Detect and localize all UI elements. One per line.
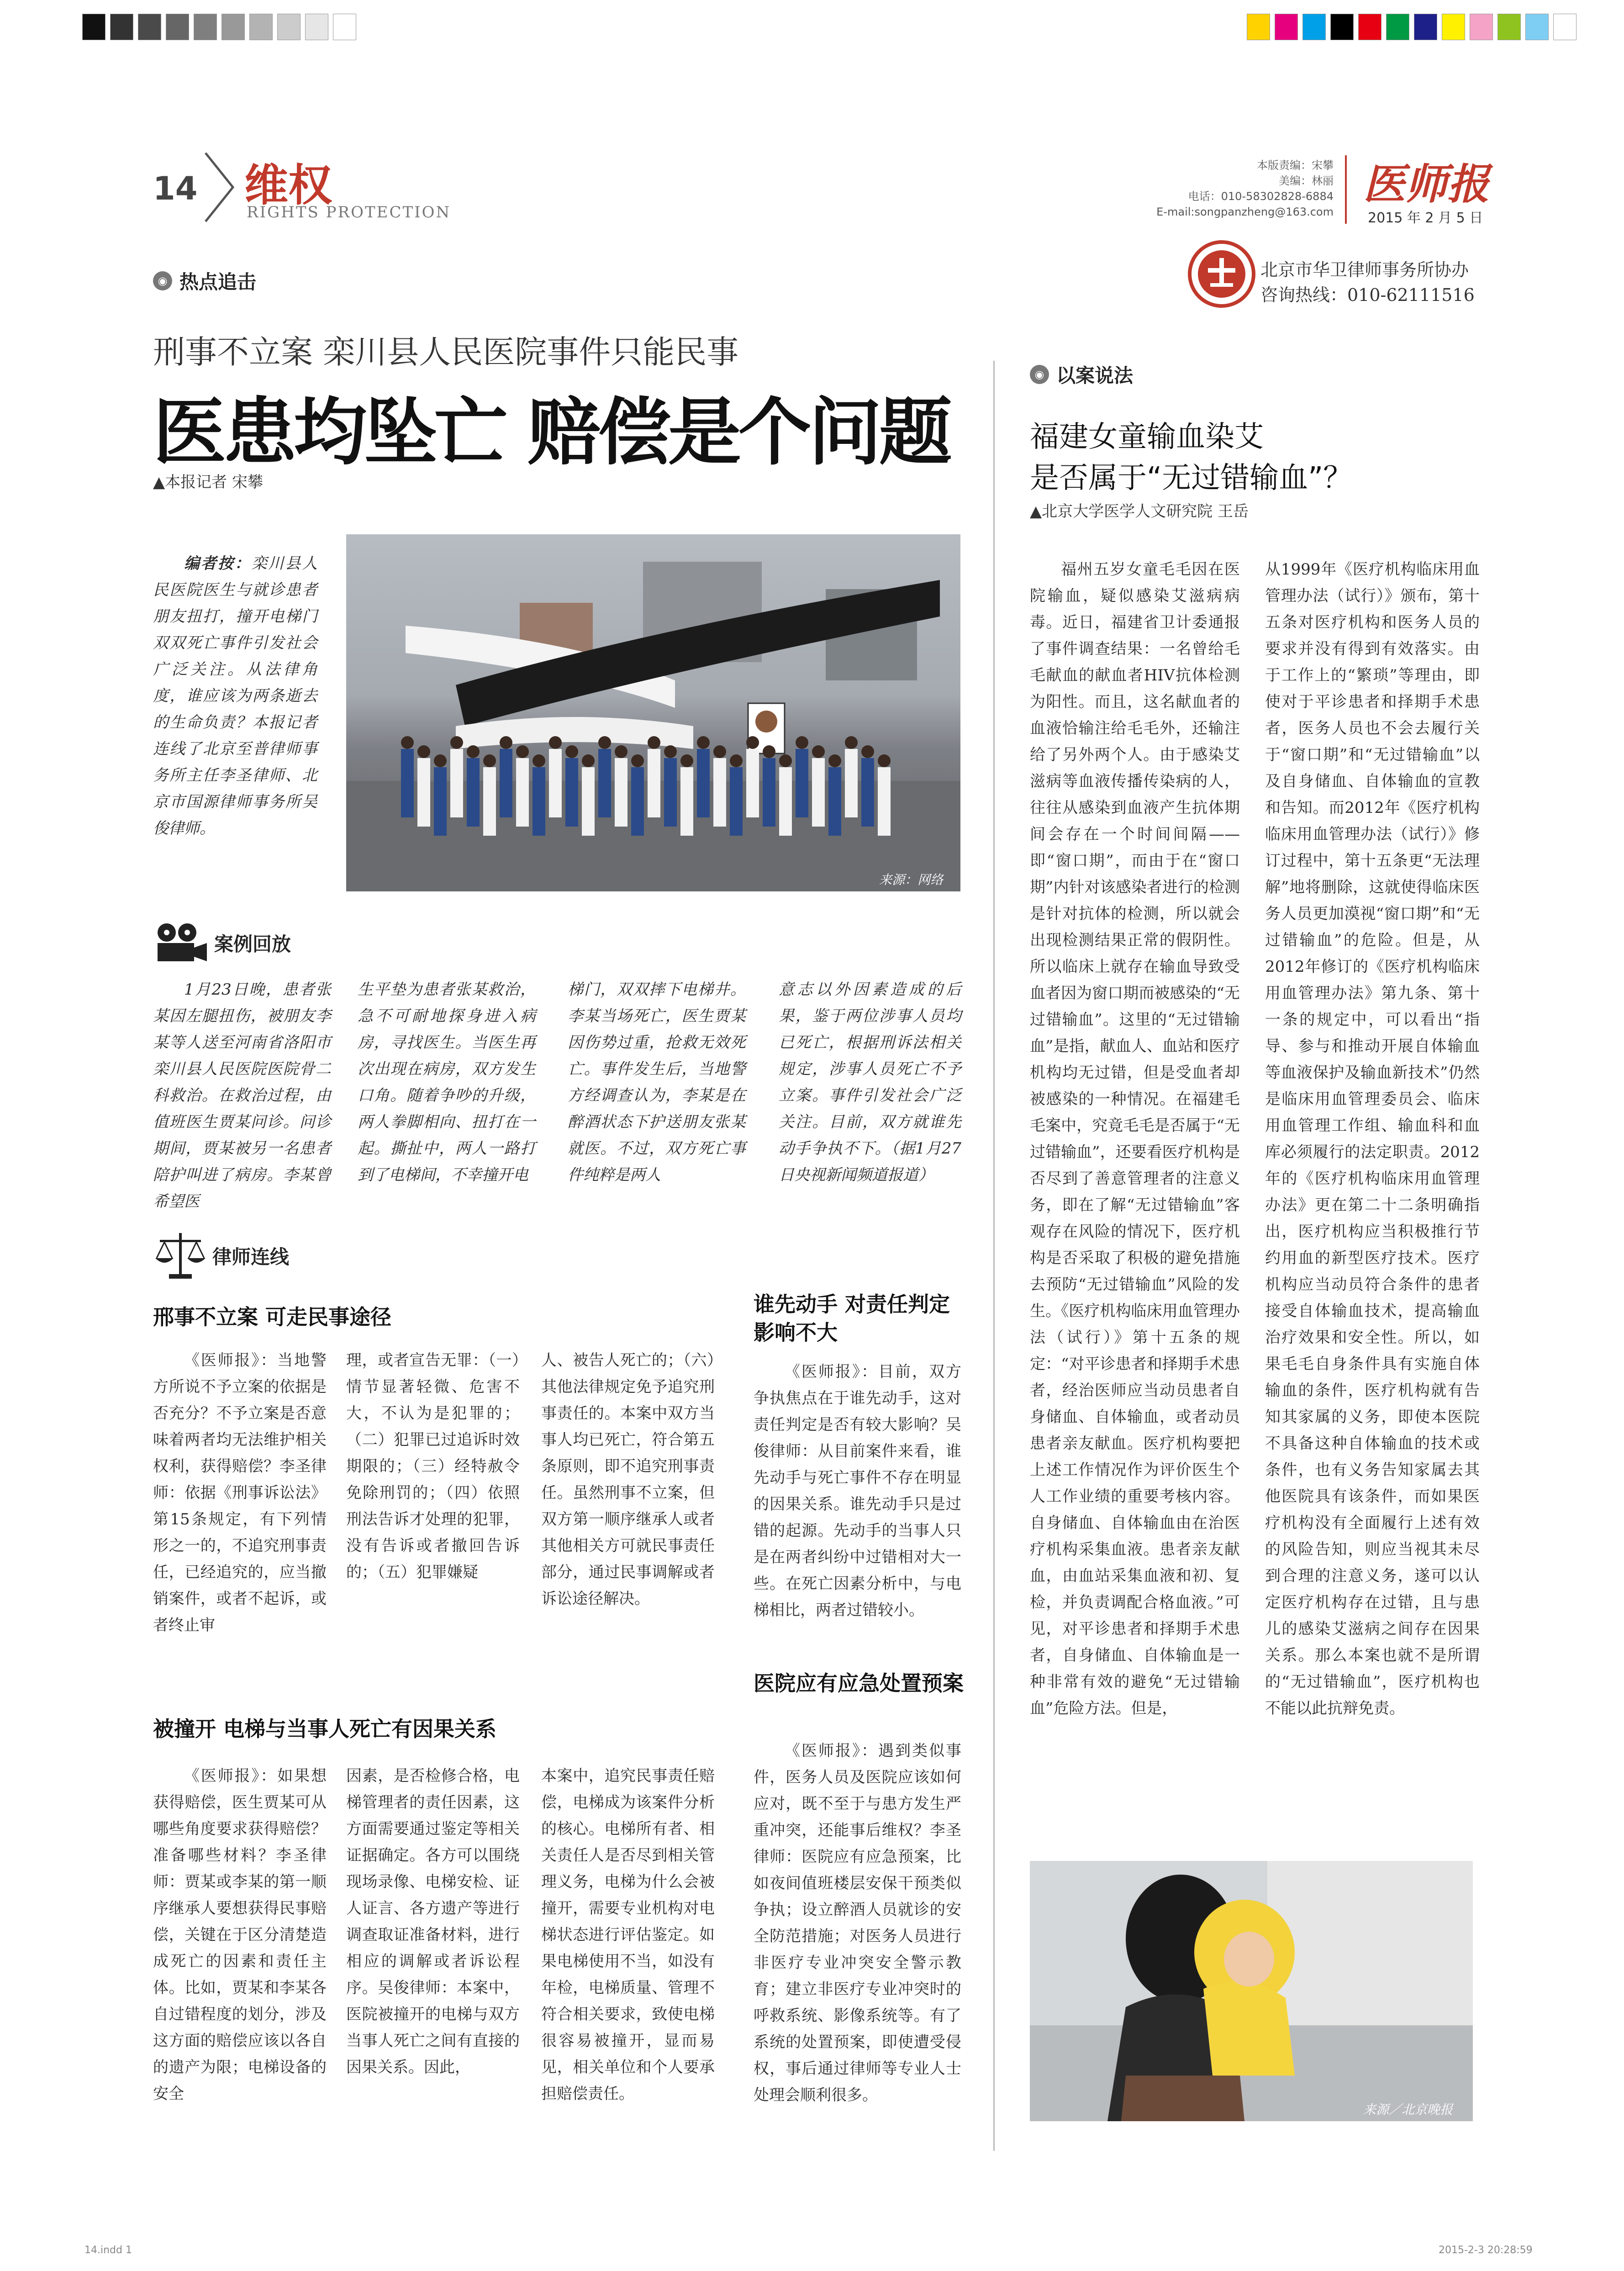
- color-swatch: [1275, 14, 1298, 40]
- gray-swatch: [221, 14, 245, 40]
- footer-timestamp: 2015-2-3 20:28:59: [1439, 2245, 1533, 2256]
- right-headline-line2: 是否属于“无过错输血”？: [1030, 461, 1353, 495]
- editor-line: E-mail:songpanzheng@163.com: [1156, 205, 1334, 218]
- case-col-4: 意志以外因素造成的后果，鉴于两位涉事人员均已死亡，根据刑诉法相关规定，涉事人员死亡不予立案。事件引发社会广泛关注。目前，双方就谁先动手争执不下。（据1月27日央视新闻频道报道）: [779, 980, 961, 1184]
- gray-registration-strip: [82, 14, 361, 39]
- sub3-col-2: 因素，是否检修合格，电梯管理者的责任因素，这方面需要通过鉴定等相关证据确定。各方可以围绕现场录像、电梯安检、证人证言、各方遗产等进行调查取证准备材料，进行相应的调解或者诉讼程序。吴俊律师：本案中，医院被撞开的电梯与双方当事人死亡之间有直接的因果关系。因此，: [346, 1767, 520, 2076]
- editor-line: 美编：林丽: [1279, 174, 1334, 187]
- right-col-1: 福州五岁女童毛毛因在医院输血，疑似感染艾滋病病毒。近日，福建省卫计委通报了事件调查结果：一名曾给毛毛献血的献血者HIV抗体检测为阳性。而且，这名献血者的血液恰输注给毛毛外，还输注给了另外两个人。由于感染艾滋病等血液传播传染病的人，往往从感染到血液产生抗体期间会存在一个时间间隔——即“窗口期”，而由于在“窗口期”内针对该感染者进行的检测是针对抗体的检测，所以就会出现检测结果正常的假阴性。所以临床上就存在输血导致受血者因为窗口期而被感染的“无过错输血”。这里的“无过错输血”是指，献血人、血站和医疗机构均无过错，但是受血者却被感染的一种情况。在福建毛毛案中，究竟毛毛是否属于“无过错输血”，还要看医疗机构是否尽到了善意管理者的注意义务，即在了解“无过错输血”客观存在风险的情况下，医疗机构是否采取了积极的避免措施去预防“无过错输血”风险的发生。《医疗机构临床用血管理办法（试行）》第十五条的规定：“对平诊患者和择期手术患者，经治医师应当动员患者自身储血、自体输血，或者动员患者亲友献血。医疗机构要把上述工作情况作为评价医生个人工作业绩的重要考核内容。自身储血、自体输血由在治医疗机构采集血液。患者亲友献血，由血站采集血液和初、复检，并负责调配合格血液。”可见，对平诊患者和择期手术患者，自身储血、自体输血是一种非常有效的避免“无过错输血”危险方法。但是，: [1030, 560, 1240, 1718]
- tag-hot-topic: [153, 267, 256, 295]
- page-number: 14: [153, 170, 198, 207]
- tag-label: 以案说法: [1056, 364, 1134, 387]
- gray-swatch: [305, 14, 328, 40]
- color-swatch: [1553, 14, 1577, 40]
- sub1-col-3: 人、被告人死亡的；（六）其他法律规定免予追究刑事责任的。本案中双方当事人均已死亡，符合第五条原则，即不追究刑事责任。虽然刑事不立案，但双方第一顺序继承人或者其他相关方可就民事责任部分，通过民事调解或者诉讼途径解决。: [541, 1351, 715, 1608]
- tag-label: 律师连线: [212, 1246, 290, 1268]
- color-swatch: [1497, 14, 1521, 40]
- tag-case-law: [1030, 361, 1133, 388]
- color-swatch: [1302, 14, 1326, 40]
- crowd-figures: [346, 534, 960, 891]
- tag-label: 案例回放: [214, 933, 291, 955]
- editor-note-label: 编者按：: [184, 554, 252, 573]
- sub2-text: 《医师报》：目前，双方争执焦点在于谁先动手，这对责任判定是否有较大影响？吴俊律师：从目前案件来看，谁先动手与死亡事件不存在明显的因果关系。谁先动手只是过错的起源。先动手的当事人只是在两者纠纷中过错相对大一些。在死亡因素分析中，与电梯相比，两者过错较小。: [754, 1363, 961, 1619]
- color-swatch: [1470, 14, 1493, 40]
- photo-credit: 来源：网络: [879, 872, 944, 887]
- subhead-who-first: 谁先动手 对责任判定影响不大: [754, 1292, 950, 1345]
- color-swatch: [1525, 14, 1549, 40]
- sub3-col-3: 本案中，追究民事责任赔偿，电梯成为该案件分析的核心。电梯所有者、相关责任人是否尽到相关管理义务，电梯为什么会被撞开，需要专业机构对电梯状态进行评估鉴定。如果电梯使用不当，如没有年检，电梯质量、管理不符合相关要求，致使电梯很容易被撞开，显而易见，相关单位和个人要承担赔偿责任。: [541, 1767, 715, 2103]
- chevron-right-icon: [201, 151, 237, 224]
- mother-child-image: [1030, 1861, 1473, 2121]
- right-col-2: 从1999年《医疗机构临床用血管理办法（试行）》颁布，第十五条对医疗机构和医务人员的要求并没有得到有效落实。由于工作上的“繁琐”等理由，即使对于平诊患者和择期手术患者，医务人员也不会去履行关于“窗口期”和“无过错输血”以及自身储血、自体输血的宣教和告知。而2012年《医疗机构临床用血管理办法（试行）》修订过程中，第十五条更“无法理解”地将删除，这就使得临床医务人员更加漠视“窗口期”和“无过错输血”的危险。但是，从2012年修订的《医疗机构临床用血管理办法》第九条、第十一条的规定中，可以看出“指导、参与和推动开展自体输血等血液保护及输血新技术”仍然是临床用血管理委员会、临床用血管理工作组、输血科和血库必须履行的法定职责。2012年的《医疗机构临床用血管理办法》更在第二十二条明确指出，医疗机构应当积极推行节约用血的新型医疗技术。医疗机构应当动员符合条件的患者接受自体输血技术，提高输血治疗效果和安全性。所以，如果毛毛自身条件具有实施自体输血的条件，医疗机构就有告知其家属的义务，即使本医院不具备这种自体输血的技术或条件，也有义务告知家属去其他医院具有该条件，而如果医疗机构没有全面履行上述有效的风险告知，则应当视其未尽到合理的注意义务，遂可以认定医疗机构存在过错，且与患儿的感染艾滋病之间存在因果关系。那么本案也就不是所谓的“无过错输血”，医疗机构也不能以此抗辩免责。: [1265, 560, 1480, 1718]
- editor-note: [153, 550, 317, 842]
- right-headline-line1: 福建女童输血染艾: [1030, 420, 1264, 454]
- tag-case-review: [153, 922, 291, 964]
- color-swatch: [1330, 14, 1354, 40]
- bullet-icon: ◉: [153, 271, 172, 290]
- tag-lawyer-line: [153, 1231, 289, 1281]
- color-swatch: [1414, 14, 1437, 40]
- law-firm-logo-icon: [1187, 240, 1256, 308]
- gray-swatch: [249, 14, 273, 40]
- footer-file: 14.indd 1: [84, 2245, 132, 2256]
- case-col-2: 生平垫为患者张某救治，急不可耐地探身进入病房，寻找医生。当医生再次出现在病房，双方发生口角。随着争吵的升级，两人拳脚相向、扭打在一起。撕扯中，两人一路打到了电梯间，不幸撞开电: [358, 980, 536, 1184]
- subhead-emergency-plan: 医院应有应急处置预案: [754, 1671, 964, 1696]
- header-divider: [1345, 155, 1347, 224]
- color-swatch: [1247, 14, 1270, 40]
- main-headline: 医患均坠亡 赔偿是个问题: [153, 390, 949, 475]
- scales-of-justice-icon: [153, 1231, 208, 1281]
- gray-swatch: [277, 14, 301, 40]
- color-swatch: [1442, 14, 1465, 40]
- gray-swatch: [194, 14, 217, 40]
- photo-credit: 来源／北京晚报: [1363, 2102, 1453, 2117]
- issue-date: 2015 年 2 月 5 日: [1368, 210, 1483, 226]
- protest-photo: [346, 534, 960, 891]
- section-title: 维权: [244, 160, 332, 211]
- column-divider: [993, 361, 995, 2151]
- subhead-elevator-causation: 被撞开 电梯与当事人死亡有因果关系: [153, 1717, 497, 1741]
- sub1-col-1: 《医师报》：当地警方所说不予立案的依据是否充分？不予立案是否意味着两者均无法维护相关权利，获得赔偿？李圣律师：依据《刑事诉讼法》第15条规定，有下列情形之一的，不追究刑事责任，已经追究的，应当撤销案件，或者不起诉，或者终止审: [153, 1351, 327, 1634]
- gray-swatch: [110, 14, 133, 40]
- sub4-text: 《医师报》：遇到类似事件，医务人员及医院应该如何应对，既不至于与患方发生严重冲突，还能事后维权？李圣律师：医院应有应急预案，比如夜间值班楼层安保干预类似争执；设立醉酒人员就诊的安全防范措施；对医务人员进行非医疗专业冲突安全警示教育；建立非医疗专业冲突时的呼救系统、影像系统等。有了系统的处置预案，即使遭受侵权，事后通过律师等专业人士处理会顺利很多。: [754, 1742, 961, 2104]
- editor-line: 电话：010-58302828-6884: [1188, 190, 1334, 203]
- editor-note-text: 栾川县人民医院医生与就诊患者朋友扭打，撞开电梯门双双死亡事件引发社会广泛关注。从法律角度，谁应该为两条逝去的生命负责？本报记者连线了北京至普律师事务所主任李圣律师、北京市国源律师事务所吴俊律师。: [153, 554, 318, 838]
- section-subtitle: RIGHTS PROTECTION: [247, 203, 451, 221]
- case-col-3: 梯门，双双摔下电梯井。李某当场死亡，医生贾某因伤势过重，抢救无效死亡。事件发生后，当地警方经调查认为，李某是在醉酒状态下护送朋友张某就医。不过，双方死亡事件纯粹是两人: [568, 980, 746, 1184]
- gray-swatch: [166, 14, 189, 40]
- case-col-1: 1月23日晚，患者张某因左腿扭伤，被朋友李某等人送至河南省洛阳市栾川县人民医院医院骨二科救治。在救治过程，由值班医生贾某问诊。问诊期间，贾某被另一名患者陪护叫进了病房。李某曾希望医: [153, 980, 331, 1211]
- color-swatch: [1386, 14, 1409, 40]
- bullet-icon: ◉: [1030, 365, 1049, 384]
- editor-line: 本版责编：宋攀: [1257, 159, 1334, 172]
- film-projector-icon: [153, 922, 208, 964]
- partner-phone: 咨询热线：010-62111516: [1260, 285, 1475, 305]
- newspaper-name: 医师报: [1363, 159, 1490, 209]
- subhead-no-criminal-case: 邢事不立案 可走民事途径: [153, 1305, 392, 1329]
- editor-info: [1142, 158, 1334, 220]
- kicker: 刑事不立案 栾川县人民医院事件只能民事: [153, 333, 739, 371]
- byline: ▲本报记者 宋攀: [153, 473, 263, 491]
- gray-swatch: [138, 14, 161, 40]
- tag-label: 热点追击: [179, 271, 257, 293]
- color-registration-strip: [1247, 14, 1581, 39]
- gray-swatch: [333, 14, 356, 40]
- partner-name: 北京市华卫律师事务所协办: [1260, 260, 1469, 280]
- right-byline: ▲北京大学医学人文研究院 王岳: [1030, 502, 1249, 521]
- sub3-col-1: 《医师报》：如果想获得赔偿，医生贾某可从哪些角度要求获得赔偿？准备哪些材料？李圣律师：贾某或李某的第一顺序继承人要想获得民事赔偿，关键在于区分清楚造成死亡的因素和责任主体。比如，贾某和李某各自过错程度的划分，涉及这方面的赔偿应该以各自的遗产为限；电梯设备的安全: [153, 1767, 327, 2103]
- mother-child-photo: [1030, 1861, 1473, 2121]
- color-swatch: [1358, 14, 1381, 40]
- sub1-col-2: 理，或者宣告无罪：（一）情节显著轻微、危害不大，不认为是犯罪的；（二）犯罪已过追诉时效期限的；（三）经特赦令免除刑罚的；（四）依照刑法告诉才处理的犯罪，没有告诉或者撤回告诉的；（五）犯罪嫌疑: [346, 1351, 520, 1581]
- gray-swatch: [82, 14, 105, 40]
